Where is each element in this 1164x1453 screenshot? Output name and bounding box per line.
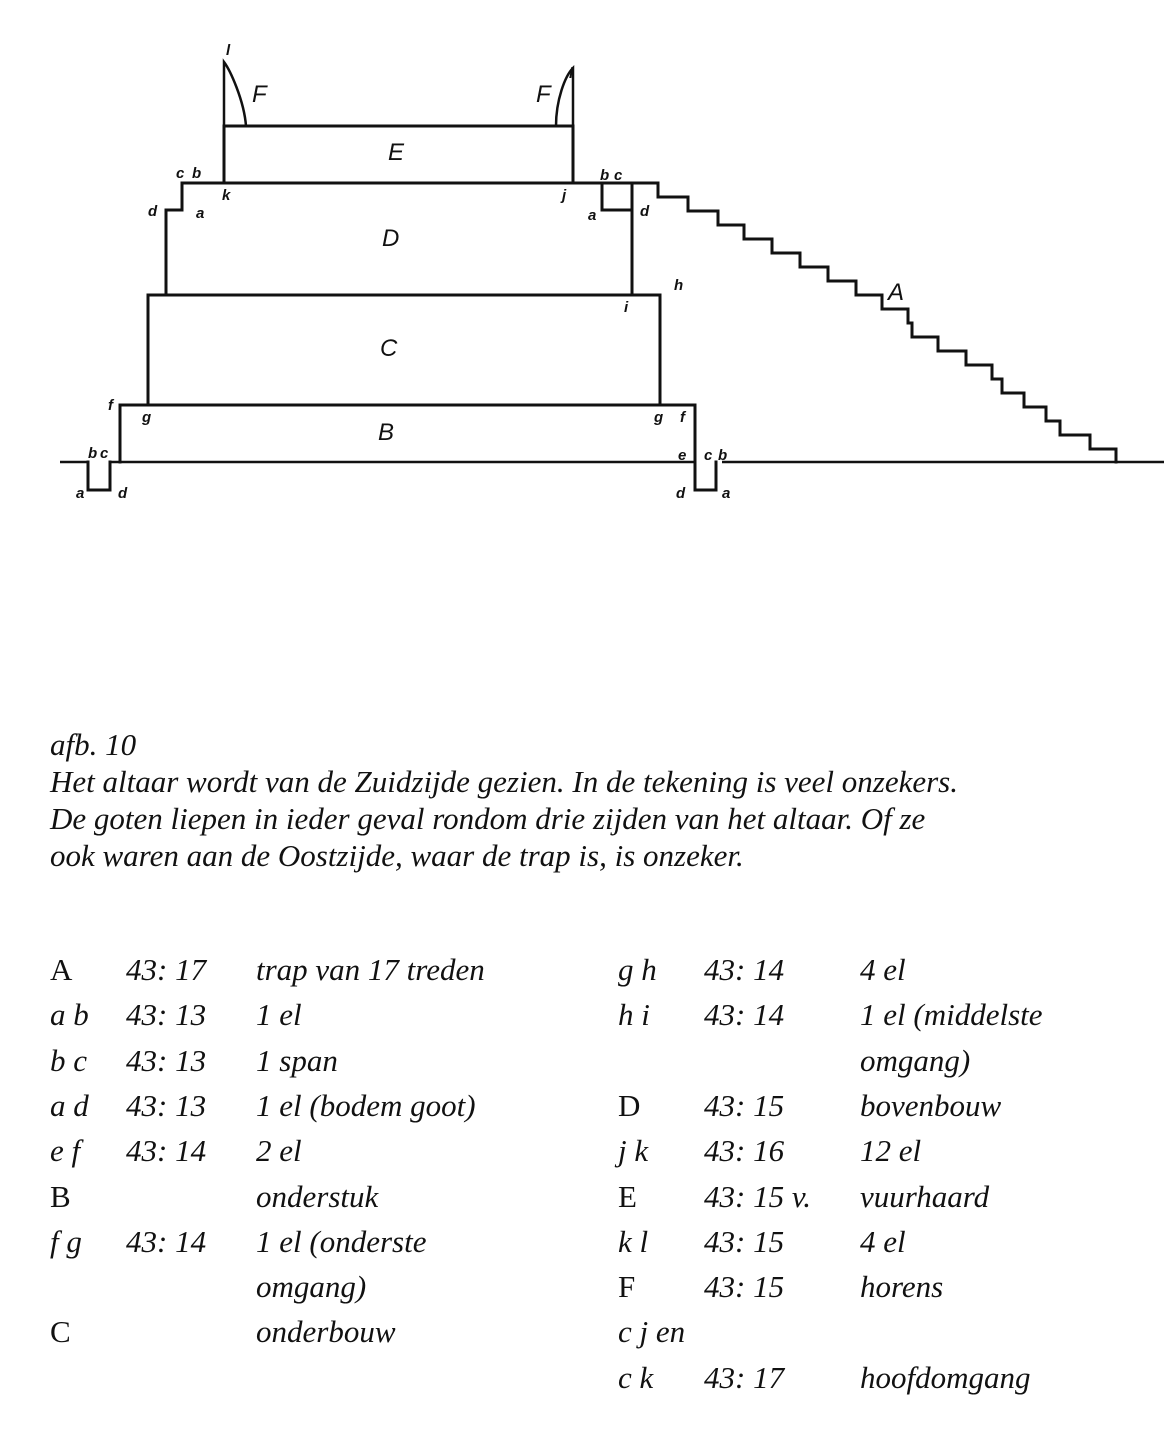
legend-ref: 43: 15 v. (704, 1178, 812, 1214)
label-c-lower-left: c (100, 445, 109, 462)
label-a-lower-left: a (76, 485, 85, 502)
legend-key: e f (50, 1133, 81, 1169)
legend-key: D (618, 1087, 641, 1123)
label-a-upper-left: a (196, 205, 205, 222)
legend-desc: 2 el (256, 1133, 302, 1169)
block-c (148, 295, 660, 405)
legend-desc: onderbouw (256, 1314, 396, 1350)
label-b-upper-left: b (192, 165, 202, 182)
label-b-lower-right: b (718, 447, 728, 464)
block-b (120, 405, 695, 462)
legend-ref: 43: 17 (126, 952, 207, 987)
gutter-left (88, 462, 110, 490)
label-b: B (378, 419, 395, 446)
caption-number: afb. 10 (50, 727, 137, 762)
legend-desc: omgang) (860, 1042, 971, 1078)
legend-ref: 43: 14 (126, 1133, 207, 1169)
legend-desc: 4 el (860, 1223, 906, 1259)
legend-ref: 43: 13 (126, 1087, 207, 1123)
legend-ref: 43: 16 (704, 1133, 785, 1169)
horn-left (224, 62, 246, 126)
legend-desc: bovenbouw (860, 1087, 1002, 1123)
legend-ref: 43: 17 (704, 1359, 785, 1395)
stair-a (632, 183, 1116, 462)
legend-ref: 43: 15 (704, 1223, 785, 1259)
label-h: h (674, 277, 684, 294)
label-g-right: g (654, 409, 664, 426)
legend-desc: omgang) (256, 1269, 367, 1305)
legend-key: h i (618, 997, 650, 1033)
legend-desc: 1 el (bodem goot) (256, 1087, 476, 1123)
legend-key: c j en (618, 1314, 686, 1350)
label-b-lower-left: b (88, 445, 98, 462)
legend-ref: 43: 15 (704, 1269, 785, 1305)
label-a-stair: A (888, 279, 905, 306)
legend-key: F (618, 1269, 636, 1305)
label-e: E (388, 139, 405, 166)
legend-key: c k (618, 1359, 654, 1395)
legend-key: g h (618, 952, 657, 987)
legend-key: A (50, 952, 73, 987)
legend-desc: 1 el (middelste (860, 997, 1043, 1033)
label-d-lower-left: d (118, 485, 128, 502)
legend-key: b c (50, 1042, 88, 1078)
legend-ref: 43: 15 (704, 1087, 785, 1123)
legend-desc: 12 el (860, 1133, 922, 1169)
figure-caption (50, 726, 1150, 874)
label-d: D (382, 225, 400, 252)
label-f-lower-right: f (680, 409, 685, 426)
legend-ref: 43: 13 (126, 1042, 207, 1078)
gutter-right (695, 462, 716, 490)
legend-key: a b (50, 997, 89, 1033)
label-l-right: l (569, 65, 574, 82)
legend-key: E (618, 1178, 637, 1214)
label-g-left: g (142, 409, 152, 426)
legend-ref: 43: 13 (126, 997, 207, 1033)
legend-ref: 43: 14 (704, 952, 785, 987)
legend-ref: 43: 14 (126, 1223, 207, 1259)
caption-line: Het altaar wordt van de Zuidzijde gezien. In de tekening is veel onzekers. (50, 764, 958, 799)
label-d-upper-right: d (640, 203, 650, 220)
gutter-upper-right (602, 183, 632, 210)
legend-desc: 4 el (860, 952, 906, 987)
label-f-left: F (252, 81, 267, 108)
label-c-lower-right: c (704, 447, 713, 464)
legend-desc: trap van 17 treden (256, 952, 485, 987)
label-d-upper-left: d (148, 203, 158, 220)
caption-line: De goten liepen in ieder geval rondom drie zijden van het altaar. Of ze (50, 801, 926, 836)
legend-desc: vuurhaard (860, 1178, 990, 1214)
label-j: j (562, 187, 567, 204)
legend-ref: 43: 14 (704, 997, 785, 1033)
legend-desc: horens (860, 1269, 944, 1305)
label-d-lower-right: d (676, 485, 686, 502)
legend-key: a d (50, 1087, 89, 1123)
label-k: k (222, 187, 231, 204)
label-b-upper-right: b (600, 167, 610, 184)
label-i: i (624, 299, 629, 316)
legend-key: f g (50, 1223, 82, 1259)
label-c: C (380, 335, 398, 362)
label-c-upper-left: c (176, 165, 185, 182)
altar-diagram (0, 0, 1164, 560)
legend-desc: 1 el (256, 997, 302, 1033)
caption-line: ook waren aan de Oostzijde, waar de trap is, is onzeker. (50, 838, 744, 873)
label-e: e (678, 447, 687, 464)
legend-desc: hoofdomgang (860, 1359, 1031, 1395)
legend-key: k l (618, 1223, 649, 1259)
label-a-lower-right: a (722, 485, 731, 502)
label-l-left: l (226, 42, 231, 59)
label-f-lower-left: f (108, 397, 113, 414)
legend-desc: 1 span (256, 1042, 338, 1078)
label-c-upper-right: c (614, 167, 623, 184)
legend-key: j k (618, 1133, 649, 1169)
label-f-right: F (536, 81, 551, 108)
label-a-upper-right: a (588, 207, 597, 224)
legend-desc: onderstuk (256, 1178, 379, 1214)
legend-desc: 1 el (onderste (256, 1223, 427, 1259)
legend-key: C (50, 1314, 71, 1350)
legend-key: B (50, 1178, 71, 1214)
